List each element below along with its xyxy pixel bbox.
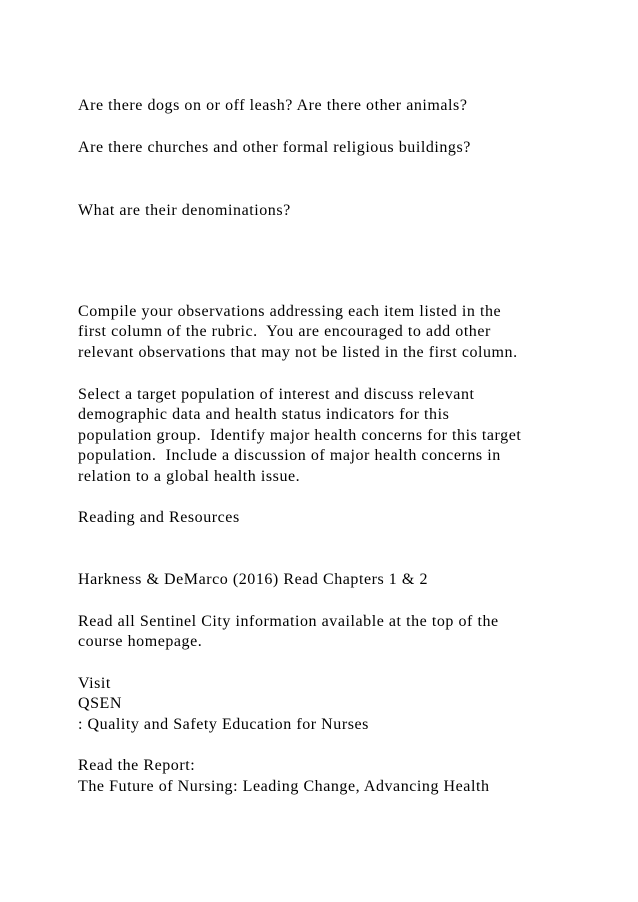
question-churches: Are there churches and other formal religious buildings? [78,139,471,156]
question-dogs: Are there dogs on or off leash? Are there other animals? [78,97,468,114]
sentinel-line-2: course homepage. [78,633,203,650]
qsen-description: : Quality and Safety Education for Nurses [78,716,369,733]
target-line-4: population. Include a discussion of major health concerns in [78,447,501,464]
compile-line-1: Compile your observations addressing each item listed in the [78,303,502,320]
question-denominations: What are their denominations? [78,202,291,219]
qsen-link[interactable]: QSEN [78,695,122,712]
report-title-link[interactable]: The Future of Nursing: Leading Change, Advancing Health [78,778,490,795]
harkness-reading: Harkness & DeMarco (2016) Read Chapters 1 & 2 [78,571,428,588]
reading-heading: Reading and Resources [78,509,240,526]
target-line-1: Select a target population of interest and discuss relevant [78,386,475,403]
target-line-3: population group. Identify major health concerns for this target [78,427,522,444]
visit-label: Visit [78,675,111,692]
read-report-label: Read the Report: [78,757,196,774]
sentinel-line-1: Read all Sentinel City information available at the top of the [78,613,499,630]
compile-line-2: first column of the rubric. You are encouraged to add other [78,323,491,340]
target-line-5: relation to a global health issue. [78,468,301,485]
target-line-2: demographic data and health status indicators for this [78,406,450,423]
compile-line-3: relevant observations that may not be listed in the first column. [78,344,518,361]
